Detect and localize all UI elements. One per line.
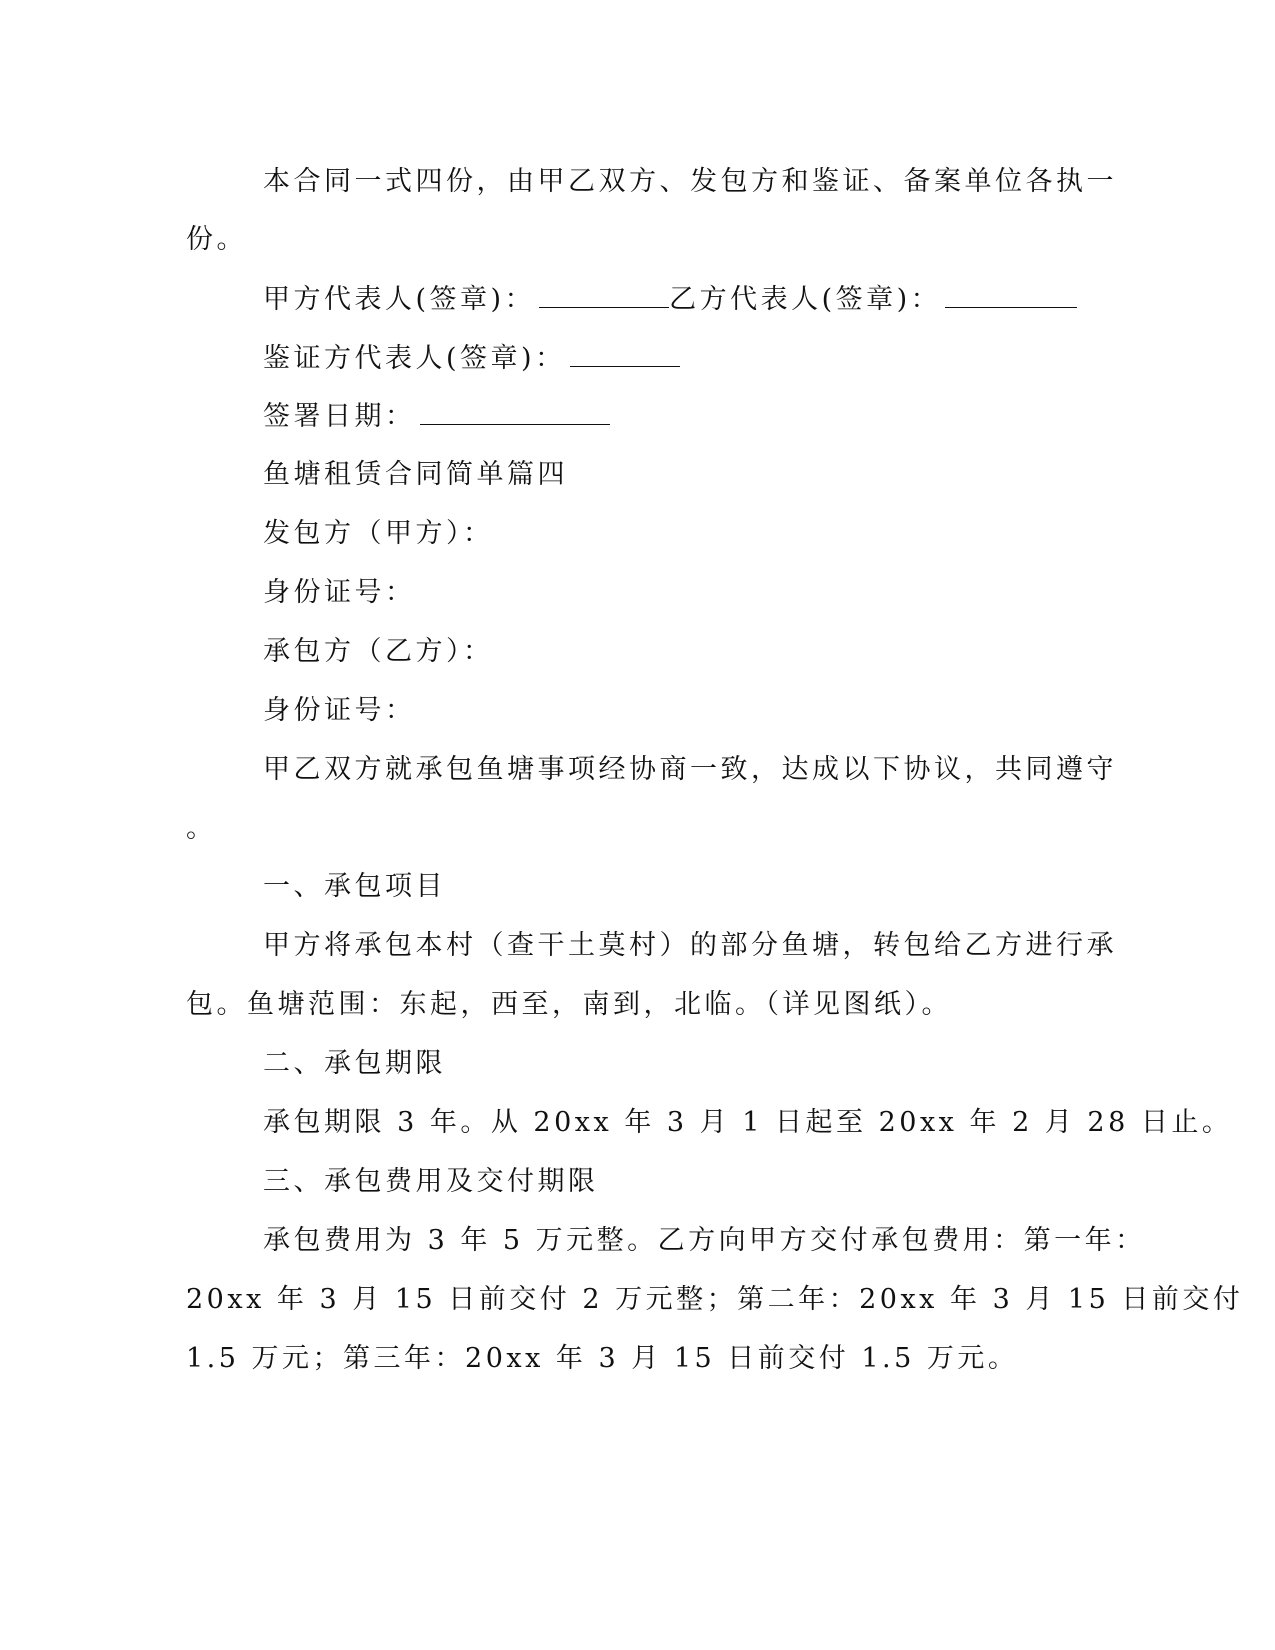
- signature-line-witness: [263, 340, 680, 377]
- contract-fee-line-1: 承包费用为 3 年 5 万元整。乙方向甲方交付承包费用：第一年：: [263, 1225, 1146, 1256]
- signature-line-parties: [263, 281, 1077, 318]
- contract-fee-line-3: 1.5 万元；第三年：20xx 年 3 月 15 日前交付 1.5 万元。: [186, 1343, 1019, 1374]
- heading-contract-item: 一、承包项目: [263, 871, 446, 902]
- signing-date-blank: [420, 398, 610, 425]
- heading-contract-term: 二、承包期限: [263, 1048, 446, 1079]
- section-title: 鱼塘租赁合同简单篇四: [263, 459, 568, 490]
- contract-term-text: 承包期限 3 年。从 20xx 年 3 月 1 日起至 20xx 年 2 月 28 日止。: [263, 1107, 1233, 1138]
- party-b-signature-blank: [945, 281, 1077, 308]
- paragraph-copies-line-2: 份。: [186, 224, 247, 255]
- agreement-intro-line-1: 甲乙双方就承包鱼塘事项经协商一致，达成以下协议，共同遵守: [263, 754, 1117, 785]
- signing-date-label: 签署日期：: [263, 401, 416, 432]
- party-a-field: 发包方（甲方）：: [263, 518, 494, 549]
- party-b-field: 承包方（乙方）：: [263, 636, 494, 667]
- party-b-id-field: 身份证号：: [263, 695, 416, 726]
- party-a-signature-blank: [539, 281, 669, 308]
- agreement-intro-line-2: 。: [186, 813, 217, 844]
- party-b-signature-label: 乙方代表人(签章)：: [669, 284, 942, 315]
- contract-item-line-2: 包。鱼塘范围：东起，西至，南到，北临。（详见图纸）。: [186, 989, 952, 1020]
- witness-signature-blank: [570, 340, 680, 367]
- party-a-id-field: 身份证号：: [263, 577, 416, 608]
- contract-item-line-1: 甲方将承包本村（查干土莫村）的部分鱼塘，转包给乙方进行承: [263, 930, 1117, 961]
- heading-contract-fee: 三、承包费用及交付期限: [263, 1166, 599, 1197]
- party-a-signature-label: 甲方代表人(签章)：: [263, 284, 536, 315]
- paragraph-copies-line-1: 本合同一式四份，由甲乙双方、发包方和鉴证、备案单位各执一: [263, 166, 1117, 197]
- witness-signature-label: 鉴证方代表人(签章)：: [263, 343, 566, 374]
- signing-date-line: [263, 398, 610, 435]
- contract-fee-line-2: 20xx 年 3 月 15 日前交付 2 万元整；第二年：20xx 年 3 月 15 日前交付: [186, 1284, 1244, 1315]
